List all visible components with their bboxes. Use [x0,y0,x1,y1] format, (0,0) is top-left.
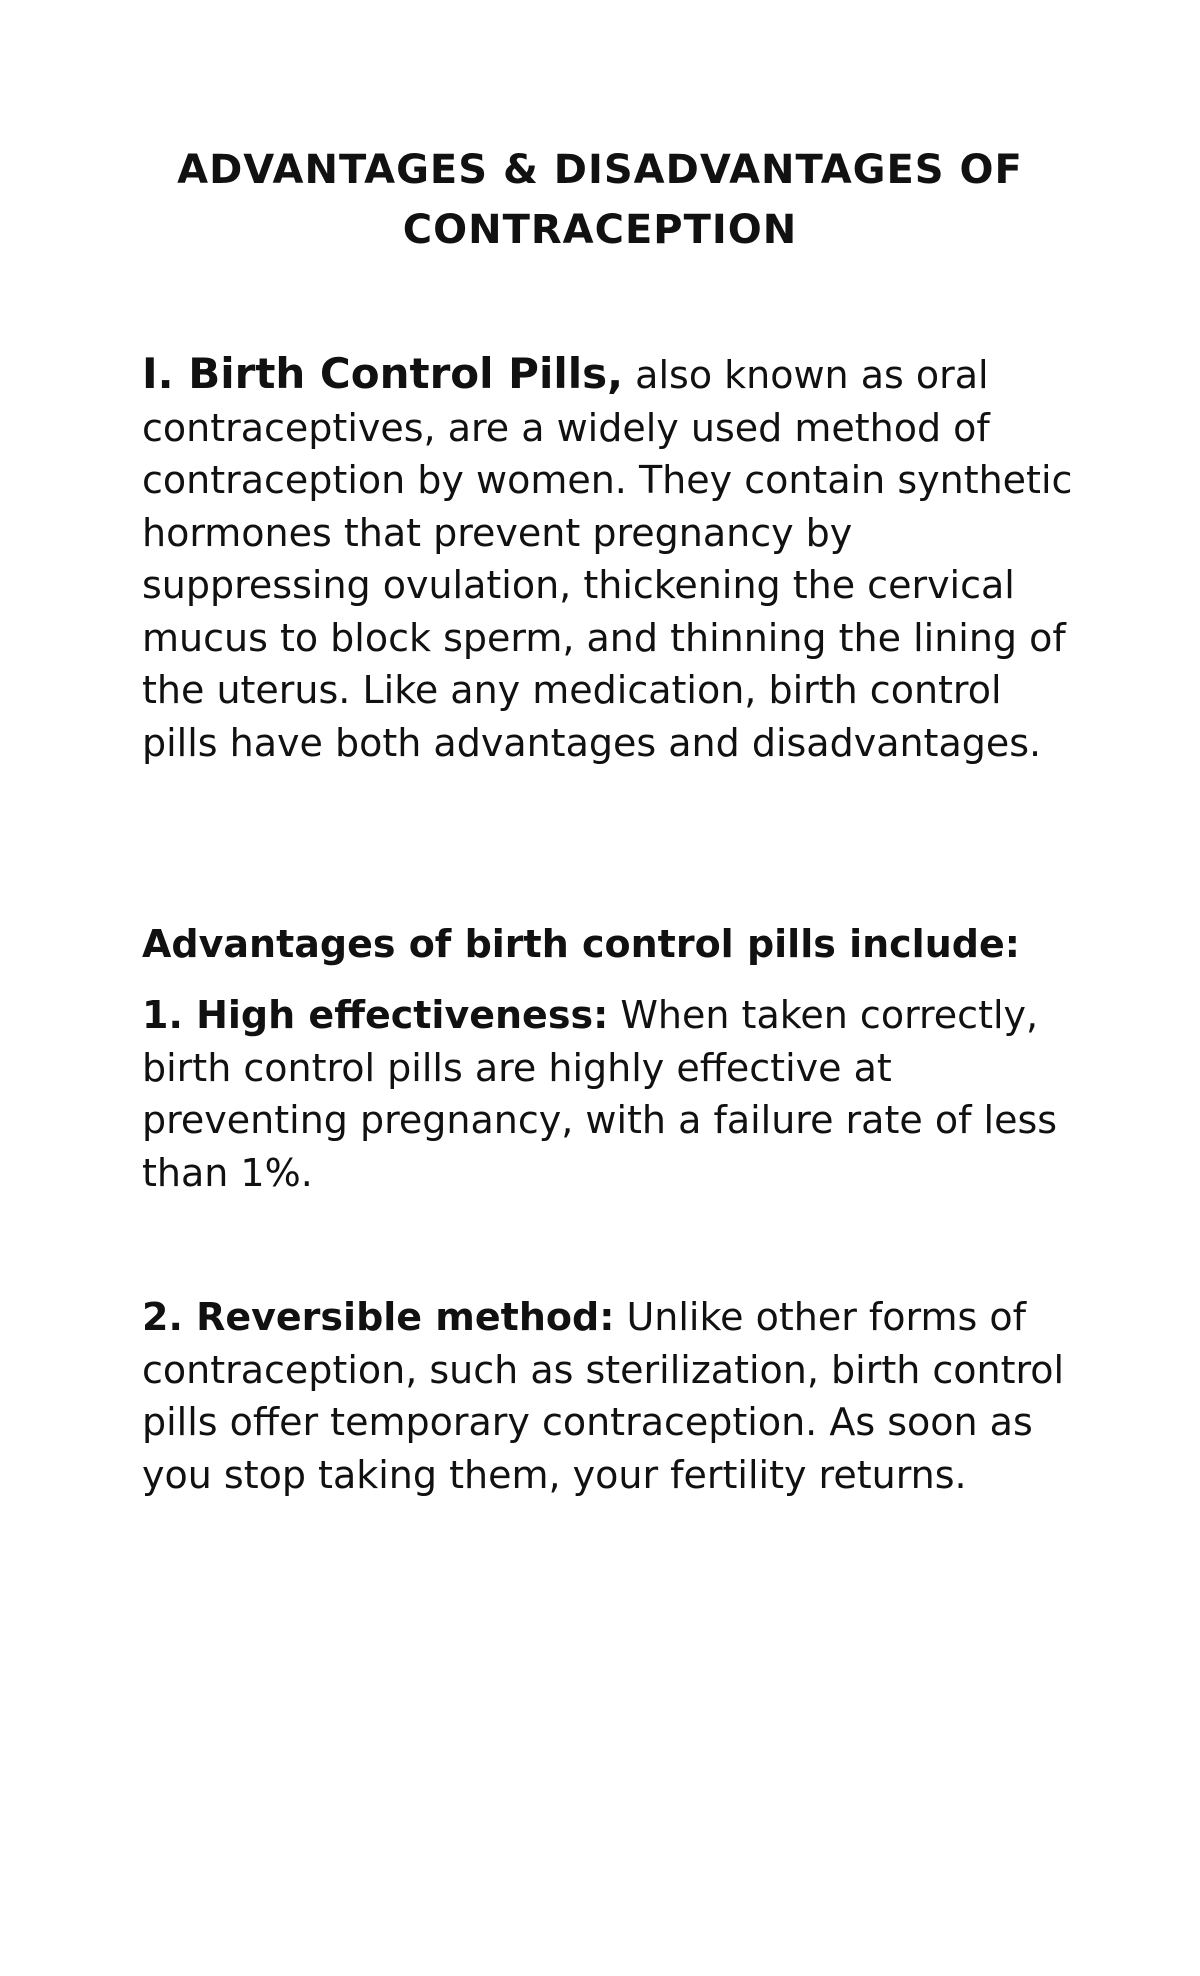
advantage-text: When taken correctly, birth control pills are highly effective at preventing pregnancy, with a failure rate of less than 1%. [142,993,1058,1195]
document-title [140,140,1060,260]
advantages-heading: Advantages of birth control pills include: [142,922,1020,966]
advantage-item [142,989,1082,1199]
advantage-label: 1. High effectiveness: [142,993,609,1037]
advantage-item [142,1291,1082,1501]
intro-lead: I. Birth Control Pills, [142,349,624,398]
advantage-label: 2. Reversible method: [142,1295,615,1339]
title-line-1: ADVANTAGES & DISADVANTAGES OF [177,147,1023,193]
title-line-2: CONTRACEPTION [402,207,798,253]
intro-text: also known as oral contraceptives, are a widely used method of contraception by women. They contain synthetic hormones that prevent pregnancy by suppressing ovulation, thickening the cervical mucus to block sperm, and thinning the lining of the uterus. Like any medication, birth control pills have both advantages and disadvantages. [142,353,1073,765]
advantage-text: Unlike other forms of contraception, such as sterilization, birth control pills offer temporary contraception. As soon as you stop taking them, your fertility returns. [142,1295,1065,1497]
intro-paragraph [142,348,1082,769]
